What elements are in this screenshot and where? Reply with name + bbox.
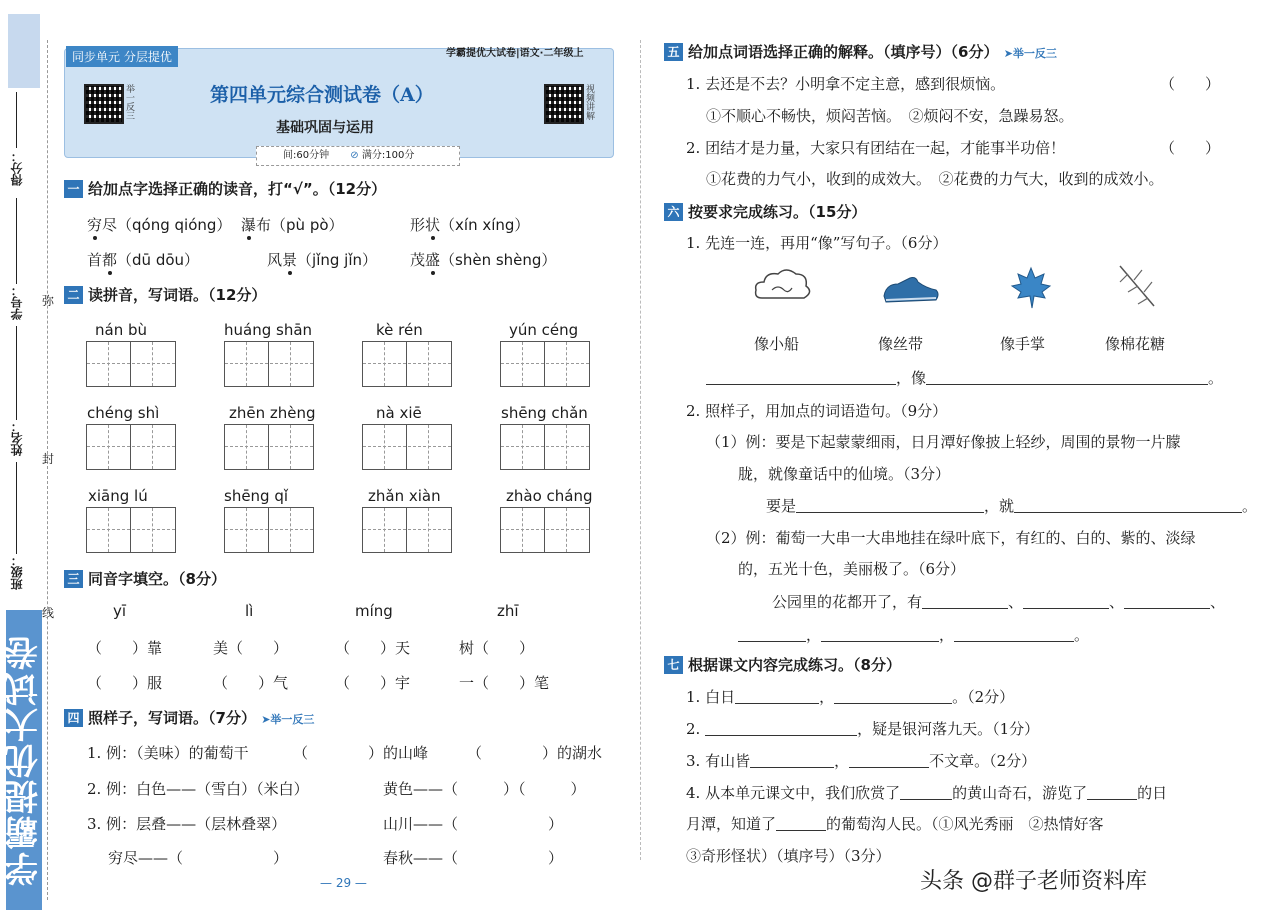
branch-icon[interactable]	[1116, 262, 1160, 310]
fill-item[interactable]: 春秋——（ ）	[383, 849, 564, 867]
example-text: （1）例：要是下起蒙蒙细雨，日月潭好像披上轻纱，周围的景物一片朦	[706, 433, 1181, 451]
series-label: 学霸提优大试卷|语文·二年级上	[446, 48, 584, 59]
section-title: 根据课文内容完成练习。（8分）	[688, 656, 901, 674]
pron-item: 穷尽（qóng qióng）	[87, 216, 232, 234]
question-text: 1. 去还是不去？小明拿不定主意，感到很烦恼。	[686, 75, 1006, 93]
writing-grid[interactable]	[362, 424, 452, 470]
binding-strip	[0, 0, 44, 922]
pinyin-label: xiāng lú	[88, 487, 148, 505]
pinyin-label: shēng qǐ	[224, 487, 289, 505]
fill-item[interactable]: （ ）的山峰	[293, 744, 429, 762]
question-text[interactable]: 月潭，知道了 的葡萄沟人民。（①风光秀丽 ②热情好客	[686, 815, 1104, 833]
brand-banner: 学霸提优大试卷	[6, 610, 42, 910]
unit-tag: 同步单元 分层提优	[66, 46, 178, 67]
section-title: 按要求完成练习。（15分）	[688, 203, 867, 221]
section-title: 读拼音，写词语。（12分）	[88, 286, 267, 304]
practice-link[interactable]: ➤举一反三	[1003, 47, 1057, 60]
section-6-heading	[664, 201, 866, 222]
fill-item[interactable]: （ ）天	[335, 639, 411, 657]
score-label: 得分：	[10, 150, 24, 186]
pinyin-label: zhēn zhèng	[229, 404, 316, 422]
answer-paren[interactable]: （ ）	[1160, 75, 1221, 93]
section-number: 二	[64, 286, 83, 304]
section-number: 四	[64, 709, 83, 727]
section-5-heading	[664, 41, 1057, 62]
qr-code-icon[interactable]	[84, 84, 124, 124]
section-number: 三	[64, 570, 83, 588]
pron-item: 茂盛（shèn shèng）	[410, 251, 557, 269]
fill-item[interactable]: （ ）宇	[335, 674, 411, 692]
qr-caption: 视频讲解	[584, 84, 594, 120]
sentence-line[interactable]: ， ， 。	[738, 624, 1089, 645]
column-divider	[640, 40, 641, 860]
section-number: 七	[664, 656, 683, 674]
pinyin-label: yī	[113, 602, 127, 620]
qr-code-icon[interactable]	[544, 84, 584, 124]
example-text: 的，五光十色，美丽极了。（6分）	[738, 560, 966, 578]
full-score: 满分:100分	[361, 150, 415, 161]
time-score-box	[256, 146, 460, 166]
section-title: 同音字填空。（8分）	[88, 570, 226, 588]
question-text: 1. 先连一连，再用“像”写句子。（6分）	[686, 234, 948, 252]
answer-options: ①不顺心不畅快，烦闷苦恼。 ②烦闷不安，急躁易怒。	[706, 107, 1074, 125]
fill-item[interactable]: （ ）靠	[87, 639, 163, 657]
cloud-icon[interactable]	[752, 266, 814, 306]
class-label: 班级：	[10, 554, 24, 590]
class-line	[16, 462, 17, 554]
pron-item: 风景（jǐng jǐn）	[267, 251, 378, 269]
example-line: 2. 例：白色——（雪白）（米白）	[87, 780, 309, 798]
writing-grid[interactable]	[224, 424, 314, 470]
exam-subtitle: 基础巩固与运用	[276, 120, 374, 136]
pinyin-label: zhào cháng	[506, 487, 593, 505]
fill-item[interactable]: 美（ ）	[213, 639, 289, 657]
pinyin-label: zhǎn xiàn	[368, 487, 441, 505]
section-number: 五	[664, 43, 683, 61]
fill-item[interactable]: 黄色——（ ）（ ）	[383, 780, 586, 798]
writing-grid[interactable]	[86, 341, 176, 387]
pinyin-label: huáng shān	[224, 321, 313, 339]
section-4-heading	[64, 707, 314, 728]
option-label[interactable]: 像棉花糖	[1105, 335, 1166, 353]
fill-item[interactable]: （ ）的湖水	[467, 744, 603, 762]
question-text: ③奇形怪状）（填序号）（3分）	[686, 847, 891, 865]
fill-item[interactable]: 树（ ）	[459, 639, 535, 657]
example-line: 3. 例：层叠——（层林叠翠）	[87, 815, 287, 833]
question-text[interactable]: 4. 从本单元课文中，我们欣赏了 的黄山奇石，游览了 的日	[686, 784, 1168, 802]
poem-line[interactable]: 3. 有山皆 ， 不文章。（2分）	[686, 752, 1037, 770]
sentence-line[interactable]: 要是 ，就 。	[766, 497, 1258, 515]
section-7-heading	[664, 654, 901, 675]
question-text: 2. 团结才是力量，大家只有团结在一起，才能事半功倍！	[686, 139, 1066, 157]
poem-line[interactable]: 2. ，疑是银河落九天。（1分）	[686, 720, 1040, 738]
name-label: 姓名：	[10, 420, 24, 456]
writing-grid[interactable]	[500, 424, 590, 470]
page-number: — 29 —	[320, 876, 367, 890]
fill-item[interactable]: 一（ ）笔	[459, 674, 550, 692]
pinyin-label: nà xiē	[376, 404, 422, 422]
option-label[interactable]: 像小船	[754, 335, 800, 353]
shoe-icon[interactable]	[880, 270, 940, 306]
question-text: 2. 照样子，用加点的词语造句。（9分）	[686, 402, 948, 420]
exam-title: 第四单元综合测试卷（A）	[210, 84, 434, 106]
poem-line[interactable]: 1. 白日 ， 。（2分）	[686, 688, 1015, 706]
fill-item[interactable]: （ ）服	[87, 674, 163, 692]
answer-options: ①花费的力气小，收到的成效大。 ②花费的力气大，收到的成效小。	[706, 170, 1164, 188]
check-icon: ⊘	[350, 150, 359, 161]
pinyin-label: nán bù	[95, 321, 148, 339]
student-id-label: 学号：	[10, 284, 24, 320]
section-1-heading	[64, 178, 386, 199]
answer-paren[interactable]: （ ）	[1160, 139, 1221, 157]
maple-leaf-icon[interactable]	[1010, 266, 1052, 310]
time-limit: 间:60分钟	[283, 150, 330, 161]
option-label[interactable]: 像手掌	[1000, 335, 1046, 353]
fill-item[interactable]: 山川——（ ）	[383, 815, 564, 833]
binding-tab	[8, 14, 40, 88]
writing-grid[interactable]	[500, 507, 590, 553]
pron-item: 瀑布（pù pò）	[241, 216, 344, 234]
pinyin-label: kè rén	[376, 321, 423, 339]
pinyin-label: yún céng	[509, 321, 579, 339]
section-2-heading	[64, 284, 266, 305]
writing-grid[interactable]	[224, 507, 314, 553]
writing-grid[interactable]	[362, 507, 452, 553]
section-3-heading	[64, 568, 226, 589]
example-text: （2）例：葡萄一大串一大串地挂在绿叶底下，有红的、白的、紫的、淡绿	[706, 529, 1196, 547]
watermark: 头条 @群子老师资料库	[920, 869, 1147, 894]
name-line	[16, 326, 17, 420]
example-line: 1. 例：（美味）的葡萄干	[87, 744, 249, 762]
pinyin-label: shēng chǎn	[501, 404, 588, 422]
section-number: 一	[64, 180, 83, 198]
id-line	[16, 198, 17, 284]
pron-item: 首都（dū dōu）	[87, 251, 200, 269]
practice-link[interactable]: ➤举一反三	[261, 713, 315, 726]
seal-char: 弥	[42, 294, 55, 308]
section-title: 给加点词语选择正确的解释。（填序号）（6分）	[688, 43, 999, 61]
fill-item[interactable]: （ ）气	[213, 674, 289, 692]
section-title: 给加点字选择正确的读音，打“√”。（12分）	[88, 180, 387, 198]
pinyin-label: chéng shì	[87, 404, 160, 422]
pron-item: 形状（xín xíng）	[410, 216, 530, 234]
seal-line	[47, 40, 48, 900]
sentence-line[interactable]: 公园里的花都开了，有 、 、 、	[772, 593, 1226, 611]
pinyin-label: míng	[355, 602, 393, 620]
writing-grid[interactable]	[500, 341, 590, 387]
writing-grid[interactable]	[224, 341, 314, 387]
score-line	[16, 92, 17, 148]
fill-item[interactable]: 穷尽——（ ）	[108, 849, 289, 867]
pinyin-label: lì	[245, 602, 254, 620]
example-text: 胧，就像童话中的仙境。（3分）	[738, 465, 951, 483]
seal-char: 封	[42, 452, 55, 466]
option-label[interactable]: 像丝带	[878, 335, 924, 353]
qr-caption: 举一反三	[124, 84, 134, 120]
writing-grid[interactable]	[362, 341, 452, 387]
writing-grid[interactable]	[86, 424, 176, 470]
sentence-line[interactable]: ，像 。	[706, 367, 1223, 388]
section-title: 照样子，写词语。（7分）	[88, 709, 256, 727]
writing-grid[interactable]	[86, 507, 176, 553]
section-number: 六	[664, 203, 683, 221]
seal-char: 线	[42, 606, 55, 620]
pinyin-label: zhī	[497, 602, 519, 620]
